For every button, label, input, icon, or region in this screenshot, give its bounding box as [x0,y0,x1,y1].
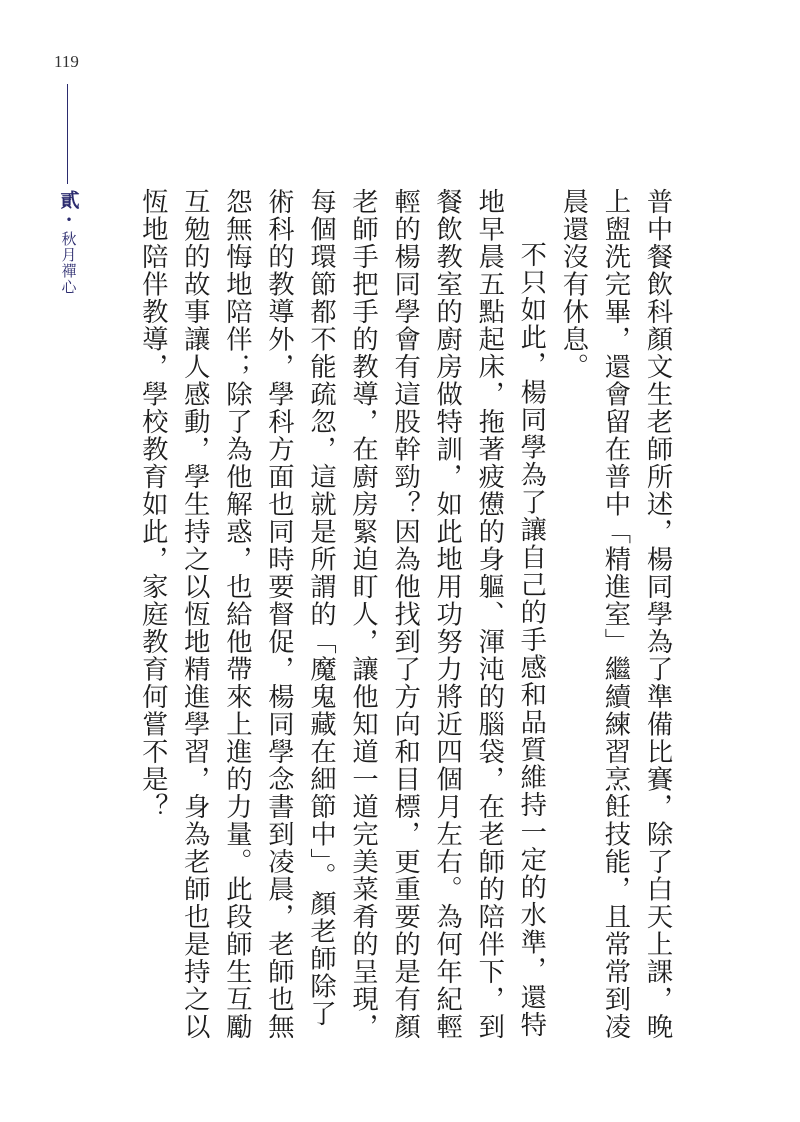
chapter-tag [54,190,84,295]
chapter-number: 貳 [57,190,80,209]
chapter-separator: • [62,213,76,227]
paragraph-2: 不只如此，楊同學為了讓自己的手感和品質維持一定的水準，還特地早晨五點起床，拖著疲憊的身軀、渾沌的腦袋，在老師的陪伴下，到餐飲教室的廚房做特訓，如此地用功努力將近四個月左右。為何年紀輕輕的楊同學會有這股幹勁？因為他找到了方向和目標，更重要的是有顏老師手把手的教導，在廚房緊迫盯人，讓他知道一道完美菜肴的呈現，每個環節都不能疏忽，這就是所謂的「魔鬼藏在細節中」。顏老師除了術科的教導外，學科方面也同時要督促，楊同學念書到凌晨，老師也無怨無悔地陪伴；除了為他解惑，也給他帶來上進的力量。此段師生互勵互勉的故事讓人感動，學生持之以恆地精進學習，身為老師也是持之以恆地陪伴教導，學校教育如此，家庭教育何嘗不是？ [137,188,546,1041]
chapter-name: 秋月禪心 [59,231,78,295]
body-text [137,188,678,1048]
margin-rule [67,84,68,184]
paragraph-1: 普中餐飲科顏文生老師所述，楊同學為了準備比賽，除了白天上課，晚上盥洗完畢，還會留在普中「精進室」繼續練習烹飪技能，且常常到凌晨還沒有休息。 [557,188,672,1041]
page-number: 119 [54,52,79,71]
